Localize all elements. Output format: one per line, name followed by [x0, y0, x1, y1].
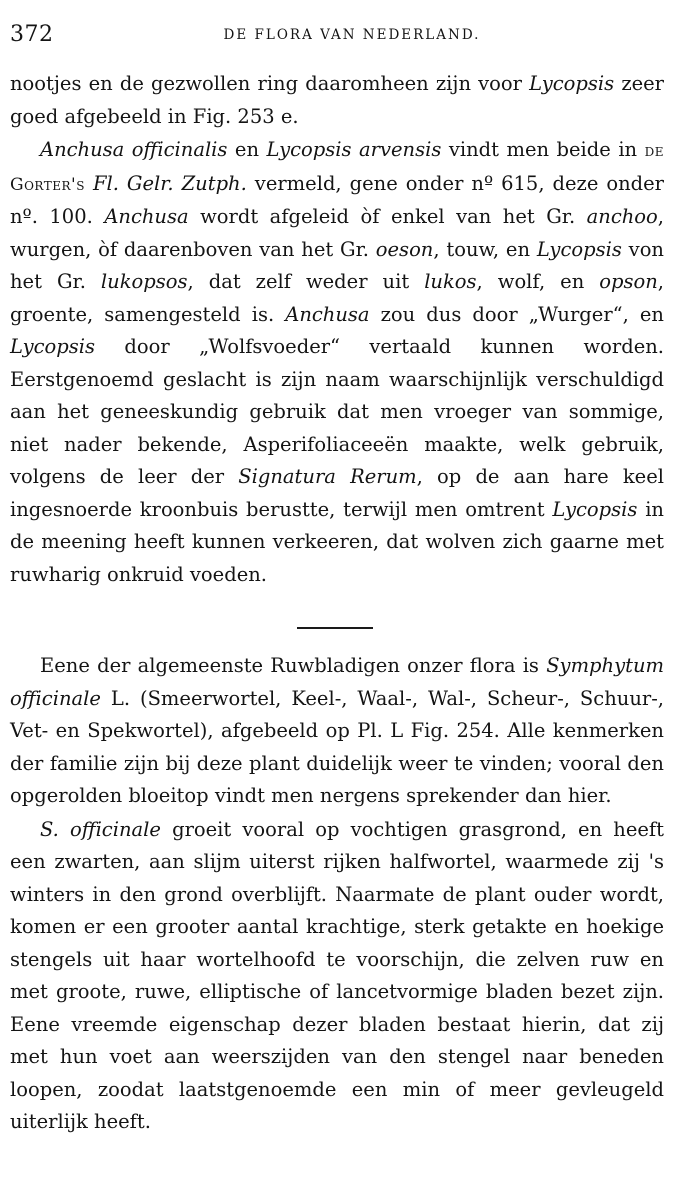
page-header	[10, 22, 664, 50]
page-number: 372	[10, 22, 54, 47]
running-title: DE FLORA VAN NEDERLAND.	[223, 27, 481, 43]
paragraph-continuation: nootjes en de gezwollen ring daaromheen zijn voor Lycopsis zeer goed afgebeeld in Fig. 253 e.	[10, 72, 665, 128]
section-divider	[297, 627, 373, 629]
text-block-lycopsis	[10, 68, 664, 591]
text-block-symphytum	[10, 650, 664, 1139]
paragraph-anchusa-etymology: Anchusa officinalis en Lycopsis arvensis vindt men beide in de Gorter's Fl. Gelr. Zutph. vermeld, gene onder nº 615, deze onder nº. 100. Anchusa wordt afgeleid òf enkel van het Gr. anchoo, wurgen, òf daarenboven van het Gr. oeson, touw, en Lycopsis von het Gr. lukopsos, dat zelf weder uit lukos, wolf, en opson, groente, samengesteld is. Anchusa zou dus door „Wurger“, en Lycopsis door „Wolfsvoeder“ vertaald kunnen worden. Eerstgenoemd geslacht is zijn naam waarschijnlijk verschuldigd aan het geneeskundig gebruik dat men vroeger van sommige, niet nader bekende, Asperifoliaceeën maakte, welk gebruik, volgens de leer der Signatura Rerum, op de aan hare keel ingesnoerde kroonbuis berustte, terwijl men omtrent Lycopsis in de meening heeft kunnen verkeeren, dat wolven zich gaarne met ruwharig onkruid voeden.	[10, 138, 664, 586]
paragraph-symphytum-intro: Eene der algemeenste Ruwbladigen onzer flora is Symphytum officinale L. (Smeerwortel, Keel-, Waal-, Wal-, Scheur-, Schuur-, Vet- en Spekwortel), afgebeeld op Pl. L Fig. 254. Alle kenmerken der familie zijn bij deze plant duidelijk weer te vinden; vooral den opgerolden bloeitop vindt men nergens sprekender dan hier.	[10, 654, 664, 807]
paragraph-symphytum-description: S. officinale groeit vooral op vochtigen grasgrond, en heeft een zwarten, aan slijm uiterst rijken halfwortel, waarmede zij 's winters in den grond overblijft. Naarmate de plant ouder wordt, komen er een grooter aantal krachtige, sterk getakte en hoekige stengels uit haar wortelhoofd te voorschijn, die zelven ruw en met groote, ruwe, elliptische of lancetvormige bladen bezet zijn. Eene vreemde eigenschap dezer bladen bestaat hierin, dat zij met hun voet aan weerszijden van den stengel naar beneden loopen, zoodat laatstgenoemde een min of meer gevleugeld uiterlijk heeft.	[10, 817, 664, 1133]
